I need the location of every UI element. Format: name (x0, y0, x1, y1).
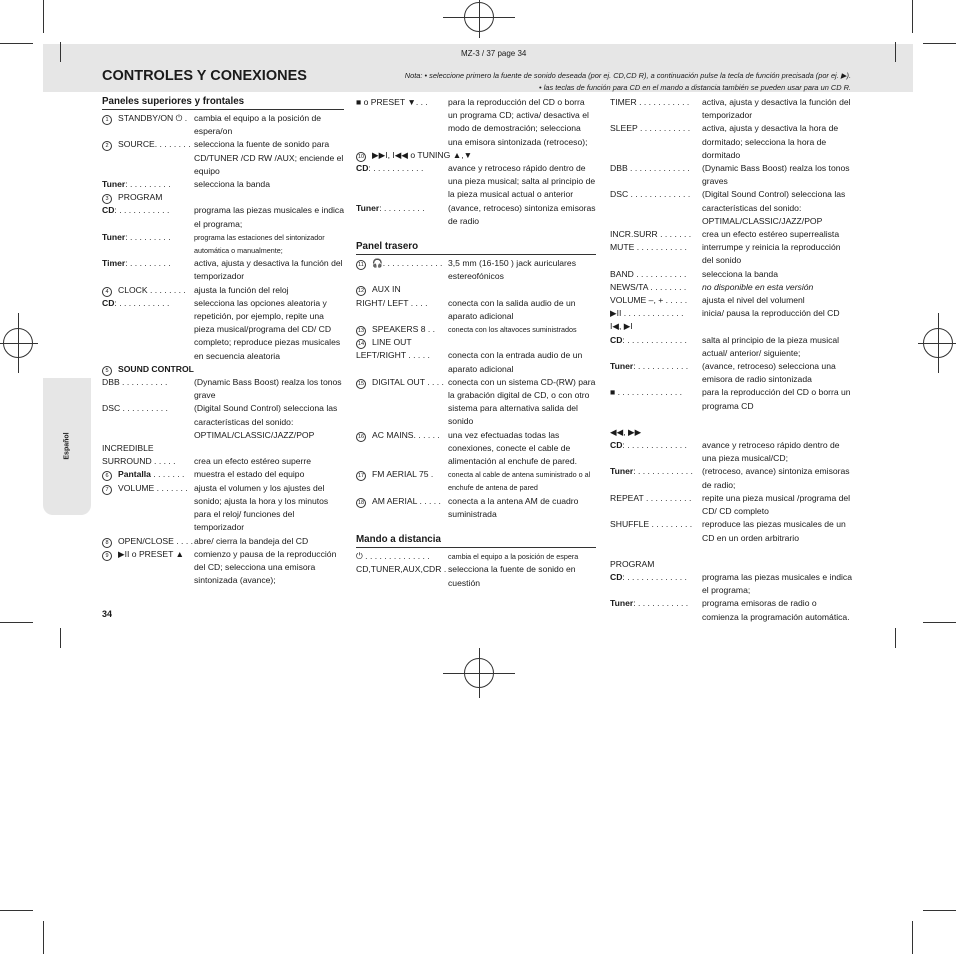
definition-row (610, 360, 852, 386)
definition-value (194, 191, 344, 204)
definition-key (356, 96, 448, 149)
definition-value: conecta a la antena AM de cuadro suministrada (448, 495, 579, 519)
item-number-badge: 15 (357, 380, 365, 387)
definition-row (356, 376, 596, 429)
definition-key-text: CLOCK . . . . . . . . (118, 284, 186, 295)
definition-row (610, 241, 852, 267)
definition-key-text: TIMER . . . . . . . . . . . (610, 97, 690, 107)
definition-row (610, 268, 852, 281)
definition-key (356, 495, 448, 521)
column-3 (610, 96, 852, 624)
definition-key (610, 122, 702, 162)
item-number-badge: 14 (357, 341, 365, 348)
definition-value: conecta con un sistema CD-(RW) para la grabación digital de CD, o con otro sistema para alternativa salida del sonido (448, 376, 596, 427)
definition-value (448, 149, 596, 162)
definition-value: cambia el equipo a la posición de espera/on (194, 113, 322, 137)
definition-row (610, 228, 852, 241)
definition-value: comienzo y pausa de la reproducción del CD; selecciona una emisora sintonizada (avance); (194, 548, 337, 586)
definition-key (610, 241, 702, 267)
definition-value: (Digital Sound Control) selecciona las características del sonido: OPTIMAL/CLASSIC/JAZZ/POP (194, 403, 338, 440)
definition-key (356, 323, 448, 336)
definition-value: (Dynamic Bass Boost) realza los tonos grave (194, 377, 342, 401)
definition-key (102, 138, 194, 178)
crop-mark (43, 0, 44, 33)
crop-mark (43, 921, 44, 954)
definition-value (194, 363, 344, 376)
definition-key (102, 257, 194, 283)
definition-key (610, 96, 702, 122)
definition-value: salta al principio de la pieza musical actual/ anterior/ siguiente; (702, 334, 840, 358)
definition-key-text: SURROUND . . . . . (102, 456, 176, 467)
definition-key (102, 455, 194, 468)
definition-key-bold: Tuner (610, 466, 634, 477)
definition-row (102, 535, 344, 548)
rows-col2-top (356, 96, 596, 228)
item-number-badge: 18 (357, 499, 365, 506)
rows-col3 (610, 96, 852, 624)
registration-line (479, 648, 480, 698)
language-label: Español (63, 432, 71, 460)
definition-value: para la reproducción del CD o borra un programa CD; activa/ desactiva el modo de demostración; selecciona una emisora sintonizada (retroceso); (448, 97, 589, 147)
definition-value: repite una pieza musical /programa del CD/ CD completo (702, 492, 851, 517)
definition-row (610, 294, 852, 307)
definition-key-text: ▶II o PRESET ▲ (118, 548, 185, 559)
definition-key (610, 334, 702, 360)
definition-value: selecciona la fuente de sonido para CD/TUNER /CD RW /AUX; enciende el equipo (194, 139, 344, 176)
definition-value: (retroceso, avance) sintoniza emisoras de radio; (702, 466, 850, 490)
definition-key-bold: Tuner (356, 202, 380, 213)
definition-key-text: INCR.SURR . . . . . . . (610, 229, 692, 240)
definition-value: para la reproducción del CD o borra un programa CD (702, 387, 851, 411)
definition-key (610, 268, 702, 281)
registration-line (479, 0, 480, 38)
definition-key (610, 386, 702, 412)
definition-key (610, 162, 702, 188)
crop-mark (923, 622, 956, 623)
definition-key-text: : . . . . . . . . . (125, 258, 171, 269)
registration-line (918, 343, 956, 344)
definition-value: una vez efectuadas todas las conexiones, conecte el cable de alimentación al enchufe de pared. (448, 429, 577, 467)
definition-value: crea un efecto estéreo superrealista (702, 229, 840, 240)
definition-key (356, 149, 473, 162)
crop-mark (923, 910, 956, 911)
definition-value: programa emisoras de radio o comienza la programación automática. (702, 598, 850, 622)
definition-value: muestra el estado del equipo (194, 469, 305, 480)
definition-value: programa las piezas musicales e indica el programa; (194, 205, 344, 229)
definition-row (102, 231, 344, 257)
definition-key (610, 281, 702, 294)
definition-value: cambia el equipo a la posición de espera (448, 552, 579, 562)
definition-key-text: ▶II . . . . . . . . . . . . . (610, 308, 684, 319)
definition-value: conecta con los altavoces suministrados (448, 325, 577, 335)
definition-value: activa, ajusta y desactiva la función del temporizador (702, 97, 851, 121)
definition-key (610, 571, 702, 597)
definition-key-text: : . . . . . . . . . . . (114, 205, 170, 216)
definition-key (102, 231, 194, 257)
definition-key (102, 482, 194, 535)
crop-mark (895, 628, 896, 648)
definition-key-text: RIGHT/ LEFT . . . . (356, 297, 428, 308)
note-line-1: Nota: • seleccione primero la fuente de sonido deseada (por ej. CD,CD R), a continuación pulse la tecla de función precisada (por ej. ▶). (404, 71, 851, 80)
definition-key-text: SLEEP . . . . . . . . . . . (610, 123, 691, 134)
definition-value (702, 558, 852, 571)
definition-value: activa, ajusta y desactiva la hora de dormitado; selecciona la hora de dormitado (702, 123, 839, 160)
definition-row (356, 162, 596, 202)
definition-key-bold: Tuner (610, 361, 634, 372)
definition-key-text: : . . . . . . . . . . . (114, 297, 170, 308)
item-number-badge: 6 (102, 471, 112, 481)
definition-value: programa las estaciones del sintonizador automática o manualmente; (194, 232, 325, 256)
definition-key-text: DIGITAL OUT . . . . (372, 376, 444, 387)
definition-row (102, 548, 344, 588)
item-number-badge: 4 (102, 287, 112, 297)
definition-row (610, 307, 852, 320)
definition-key-text: : . . . . . . . . . . . . . (622, 334, 687, 345)
definition-key-text: ■ . . . . . . . . . . . . . . (610, 387, 683, 398)
definition-value: avance y retroceso rápido dentro de una pieza musical; salta al principio de la pieza musical actual o anterior (448, 163, 596, 200)
definition-row (102, 482, 344, 535)
definition-key (102, 468, 194, 481)
definition-value: selecciona la banda (194, 179, 270, 190)
definition-key-text: NEWS/TA . . . . . . . . (610, 281, 687, 292)
definition-value (702, 320, 852, 333)
definition-key-bold: CD (356, 163, 369, 174)
definition-key (102, 376, 194, 402)
note (405, 70, 851, 94)
definition-key-text: : . . . . . . . . . (125, 231, 171, 242)
rows-col1 (102, 112, 344, 587)
definition-key (102, 204, 194, 230)
definition-key-bold: CD (610, 334, 623, 345)
definition-key-text: : . . . . . . . . . . . . . (622, 440, 687, 451)
definition-key (610, 228, 702, 241)
definition-key-text: FM AERIAL 75 . (372, 469, 434, 480)
item-number-badge: 11 (356, 260, 366, 270)
item-number-badge: 2 (102, 141, 112, 151)
definition-key-text: DSC . . . . . . . . . . (102, 403, 168, 414)
definition-value: conecta al cable de antena suministrado o al enchufe de antena de pared (448, 470, 591, 493)
section-title-remote: Mando a distancia (356, 534, 596, 548)
definition-value: no disponible en esta versión (702, 281, 814, 292)
definition-row (356, 563, 596, 589)
definition-row (356, 349, 596, 375)
definition-key-text: : . . . . . . . . . . . (633, 361, 689, 372)
item-number-badge: 3 (102, 194, 112, 204)
definition-key-text: DBB . . . . . . . . . . (102, 377, 168, 388)
definition-row (610, 122, 852, 162)
definition-row (102, 178, 344, 191)
definition-key-text: INCREDIBLE (102, 443, 154, 454)
definition-key (356, 162, 448, 202)
definition-key-text: : . . . . . . . . . (379, 202, 425, 213)
definition-row (102, 376, 344, 402)
definition-row (102, 204, 344, 230)
definition-key-bold: Tuner (102, 179, 126, 190)
definition-key (102, 178, 194, 191)
definition-key (356, 202, 448, 228)
definition-key-text: LINE OUT (372, 337, 412, 348)
definition-key (610, 492, 702, 518)
registration-line (0, 343, 38, 344)
definition-value: inicia/ pausa la reproducción del CD (702, 308, 840, 319)
crop-mark (923, 43, 956, 44)
definition-key-text: ◀◀, ▶▶ (610, 426, 642, 437)
definition-row (102, 284, 344, 297)
language-side-tab (43, 378, 91, 515)
definition-row (610, 492, 852, 518)
definition-value: ajusta el nivel del volumenl (702, 295, 805, 306)
definition-key-text: ▶▶I, I◀◀ o TUNING ▲,▼ (372, 149, 473, 160)
item-number-badge: 10 (357, 153, 365, 160)
definition-key-text: I◀, ▶I (610, 321, 633, 332)
definition-row (610, 465, 852, 491)
crop-mark (0, 910, 33, 911)
definition-key (356, 297, 448, 323)
note-line-2: • las teclas de función para CD en el mando a distancia también se pueden usar para un CD R. (539, 83, 851, 92)
definition-value: 3,5 mm (16-150 ) jack auriculares estereofónicos (448, 258, 576, 282)
definition-key (610, 518, 702, 544)
definition-key (356, 257, 448, 283)
definition-key (356, 429, 448, 469)
item-number-badge: 13 (357, 328, 365, 335)
definition-row (102, 297, 344, 363)
definition-row (356, 283, 596, 296)
page-title: CONTROLES Y CONEXIONES (102, 68, 307, 84)
definition-row (102, 468, 344, 481)
definition-value: avance y retroceso rápido dentro de una pieza musical/CD; (702, 440, 840, 464)
definition-row (102, 138, 344, 178)
definition-key-text: LEFT/RIGHT . . . . . (356, 350, 430, 361)
registration-line (938, 313, 939, 373)
definition-row (356, 202, 596, 228)
definition-key-text: MUTE . . . . . . . . . . . (610, 242, 687, 253)
definition-value: reproduce las piezas musicales de un CD en un orden arbitrario (702, 519, 846, 543)
item-number-badge: 7 (102, 485, 112, 495)
definition-key-text: VOLUME –, + . . . . . (610, 295, 688, 306)
definition-key (356, 550, 448, 563)
definition-key-text: BAND . . . . . . . . . . . (610, 268, 687, 279)
definition-row (102, 112, 344, 138)
definition-row (102, 455, 344, 468)
definition-row (610, 386, 852, 412)
definition-key-text: : . . . . . . . . . . . (368, 163, 424, 174)
definition-key-text: OPEN/CLOSE . . . . (118, 535, 193, 546)
definition-key (102, 402, 194, 442)
definition-key (610, 294, 702, 307)
definition-row (610, 571, 852, 597)
definition-key-text: STANDBY/ON ⏻ . (118, 113, 188, 123)
definition-value: selecciona las opciones aleatoria y repetición, por ejemplo, repite una pieza musical/programa del CD/ CD completo; reproduce piezas musicales en secuencia aleatoria (194, 297, 341, 361)
item-number-badge: 5 (102, 366, 112, 376)
definition-value: abre/ cierra la bandeja del CD (194, 535, 309, 546)
definition-key-text: VOLUME . . . . . . . (118, 482, 188, 493)
definition-key (102, 363, 194, 376)
registration-line (18, 313, 19, 373)
item-number-badge: 1 (102, 115, 112, 125)
definition-row (610, 320, 852, 333)
definition-value: (Digital Sound Control) selecciona las características del sonido: OPTIMAL/CLASSIC/JAZZ/POP (702, 189, 846, 226)
definition-row (610, 426, 852, 439)
crop-mark (60, 628, 61, 648)
definition-key-bold: CD (610, 571, 623, 582)
definition-key (610, 320, 702, 333)
definition-row (610, 188, 852, 228)
definition-row (356, 297, 596, 323)
definition-row (356, 149, 596, 162)
definition-key-text: : . . . . . . . . . . . . (633, 466, 693, 477)
definition-key-text: : . . . . . . . . . . . . . (622, 571, 687, 582)
definition-key (356, 563, 448, 589)
rows-col2-mid (356, 257, 596, 521)
definition-key (610, 307, 702, 320)
definition-key (356, 376, 448, 429)
crop-mark (60, 42, 61, 62)
definition-key-text: PROGRAM (118, 192, 163, 203)
item-number-badge: 17 (357, 473, 365, 480)
definition-value: programa las piezas musicales e indica el programa; (702, 571, 852, 596)
definition-value: crea un efecto estéreo superre (194, 456, 312, 467)
definition-key-text: . . . . . . . (150, 469, 185, 480)
definition-key (610, 426, 702, 439)
definition-value: conecta con la entrada audio de un aparato adicional (448, 350, 583, 374)
definition-row (356, 429, 596, 469)
definition-value (194, 442, 344, 455)
definition-key-text: REPEAT . . . . . . . . . . (610, 492, 692, 503)
definition-key (356, 336, 448, 349)
definition-key-text: AC MAINS. . . . . . (372, 429, 440, 440)
page-info: MZ-3 / 37 page 34 (461, 49, 527, 58)
definition-key (102, 284, 194, 297)
definition-value (448, 336, 596, 349)
definition-row (102, 402, 344, 442)
definition-key (102, 297, 194, 363)
column-1 (102, 96, 344, 587)
definition-value: activa, ajusta y desactiva la función del temporizador (194, 258, 343, 282)
definition-row (610, 439, 852, 465)
definition-value: (Dynamic Bass Boost) realza los tonos graves (702, 163, 850, 187)
definition-key-bold: CD (102, 205, 115, 216)
crop-mark (912, 0, 913, 33)
definition-value: ajusta el volumen y los ajustes del sonido; ajusta la hora y los minutos para el reloj/ funciones del temporizador (194, 482, 329, 533)
definition-row (610, 518, 852, 544)
definition-key (102, 112, 194, 138)
page-number: 34 (102, 609, 113, 619)
crop-mark (0, 622, 33, 623)
definition-key-text: PROGRAM (610, 558, 655, 569)
definition-key-text: SPEAKERS 8 . . (372, 324, 436, 335)
definition-row (356, 257, 596, 283)
definition-row (356, 495, 596, 521)
definition-key-text: AUX IN (372, 284, 401, 295)
definition-row (610, 162, 852, 188)
definition-key-text: : . . . . . . . . . . . (633, 598, 689, 609)
definition-key (610, 558, 702, 571)
definition-key-text: SHUFFLE . . . . . . . . . (610, 519, 693, 530)
definition-row (610, 96, 852, 122)
definition-key-bold: CD (102, 297, 115, 308)
definition-row (356, 550, 596, 563)
definition-key-text: SOURCE. . . . . . . . (118, 139, 191, 150)
definition-row (356, 336, 596, 349)
definition-value: selecciona la banda (702, 268, 778, 279)
crop-mark (895, 42, 896, 62)
definition-row (102, 191, 344, 204)
definition-key (610, 597, 702, 623)
item-number-badge: 12 (357, 288, 365, 295)
crop-mark (0, 43, 33, 44)
definition-row (610, 281, 852, 294)
definition-key-text: CD,TUNER,AUX,CDR . (356, 564, 447, 575)
definition-value (702, 426, 852, 439)
section-title-rear-panel: Panel trasero (356, 241, 596, 255)
column-2 (356, 96, 596, 590)
crop-mark (912, 921, 913, 954)
definition-key-bold: Tuner (102, 231, 126, 242)
definition-value: (avance, retroceso) selecciona una emisora de radio sintonizada (702, 361, 836, 385)
definition-value: conecta con la salida audio de un aparato adicional (448, 297, 576, 321)
definition-key-text: ■ o PRESET ▼. . . (356, 97, 428, 107)
definition-key-bold: Pantalla (118, 469, 151, 480)
definition-key (102, 191, 194, 204)
definition-key (610, 439, 702, 465)
item-number-badge: 16 (357, 433, 365, 440)
definition-row (102, 363, 344, 376)
definition-row (610, 334, 852, 360)
definition-key (102, 535, 194, 548)
definition-value: selecciona la fuente de sonido en cuestión (448, 564, 576, 588)
definition-key-text: DBB . . . . . . . . . . . . . (610, 163, 690, 174)
item-number-badge: 8 (102, 538, 112, 548)
definition-row (102, 257, 344, 283)
definition-key-bold: CD (610, 440, 623, 451)
definition-key (610, 465, 702, 491)
definition-key-text: 🎧. . . . . . . . . . . . . (372, 258, 443, 269)
definition-key (610, 360, 702, 386)
definition-value (448, 283, 596, 296)
definition-key (356, 349, 448, 375)
rows-col2-bot (356, 550, 596, 590)
definition-key (610, 188, 702, 228)
definition-row (356, 323, 596, 336)
definition-row (356, 468, 596, 494)
definition-value: ajusta la función del reloj (194, 284, 289, 295)
definition-value: (avance, retroceso) sintoniza emisoras de radio (448, 202, 596, 226)
section-title-top-front: Paneles superiores y frontales (102, 96, 344, 110)
definition-key-text: DSC . . . . . . . . . . . . . (610, 189, 691, 200)
definition-key-text: : . . . . . . . . . (125, 179, 171, 190)
definition-key-text: ⏻ . . . . . . . . . . . . . . (356, 551, 430, 562)
item-number-badge: 9 (102, 551, 112, 561)
definition-key (102, 548, 194, 588)
definition-key (102, 442, 194, 455)
definition-row (102, 442, 344, 455)
definition-value: interrumpe y reinicia la reproducción del sonido (702, 242, 841, 266)
definition-key-text: AM AERIAL . . . . . (372, 495, 441, 506)
definition-row (610, 558, 852, 571)
definition-row (356, 96, 596, 149)
definition-key (356, 468, 448, 494)
definition-row (610, 597, 852, 623)
definition-key (356, 283, 448, 296)
definition-key-bold: SOUND CONTROL (118, 363, 194, 374)
definition-key-bold: Timer (102, 258, 126, 269)
definition-key-bold: Tuner (610, 598, 634, 609)
